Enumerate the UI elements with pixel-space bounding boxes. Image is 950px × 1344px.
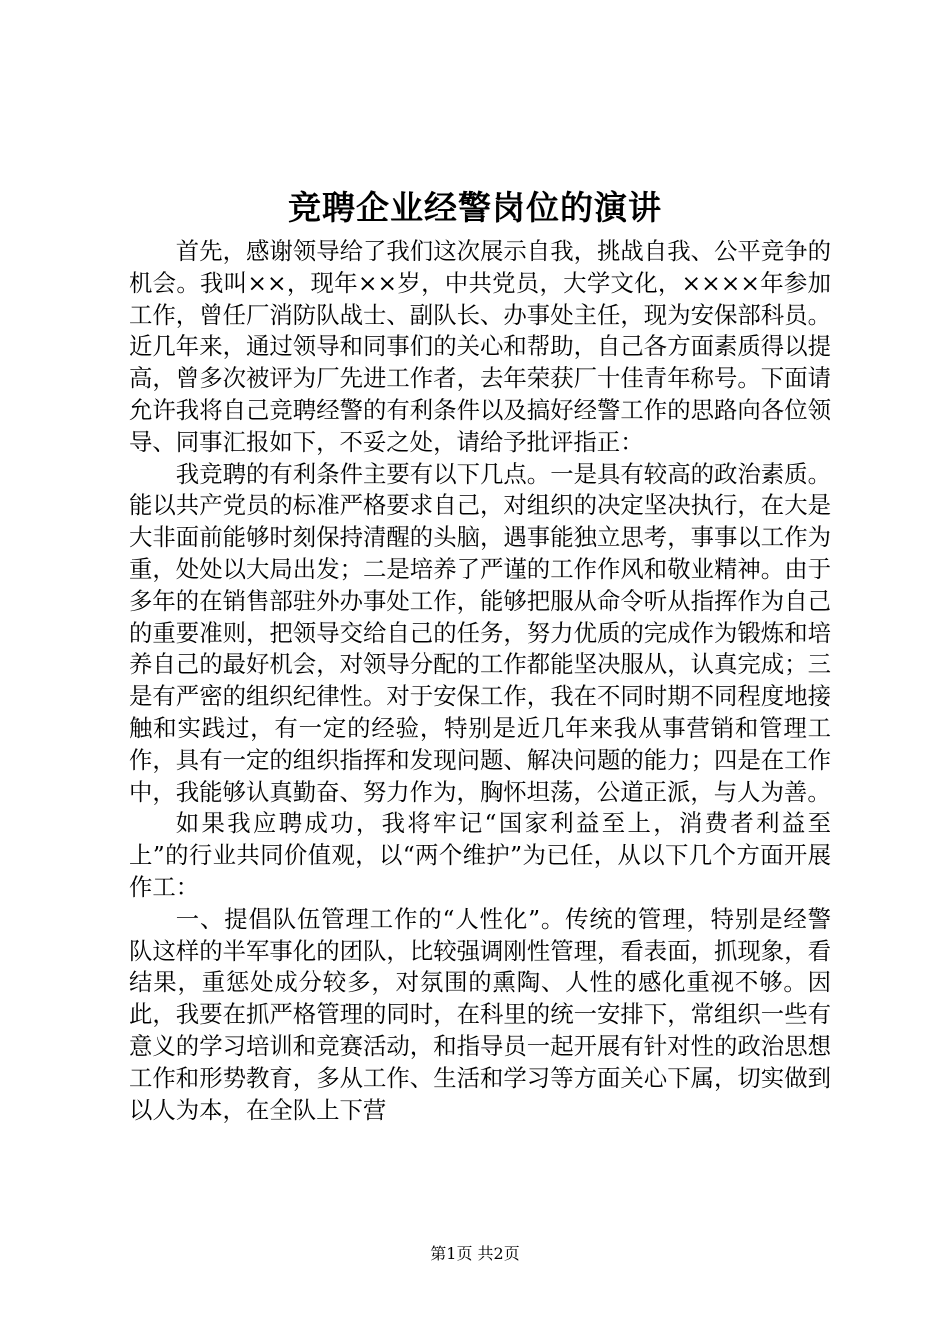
paragraph-3: 如果我应聘成功，我将牢记“国家利益至上，消费者利益至上”的行业共同价值观，以“两个维护”为已任，从以下几个方面开展作工： (129, 809, 831, 901)
paragraph-4: 一、提倡队伍管理工作的“人性化”。传统的管理，特别是经警队这样的半军事化的团队，比较强调刚性管理，看表面，抓现象，看结果，重惩处成分较多，对氛围的熏陶、人性的感化重视不够。因此，我要在抓严格管理的同时，在科里的统一安排下，常组织一些有意义的学习培训和竞赛活动，和指导员一起开展有针对性的政治思想工作和形势教育，多从工作、生活和学习等方面关心下属，切实做到以人为本，在全队上下营 (129, 904, 831, 1124)
paragraph-1: 首先，感谢领导给了我们这次展示自我，挑战自我、公平竞争的机会。我叫××，现年××岁，中共党员，大学文化，××××年参加工作，曾任厂消防队战士、副队长、办事处主任，现为安保部科员。近几年来，通过领导和同事们的关心和帮助，自己各方面素质得以提高，曾多次被评为厂先进工作者，去年荣获厂十佳青年称号。下面请允许我将自己竞聘经警的有利条件以及搞好经警工作的思路向各位领导、同事汇报如下，不妥之处，请给予批评指正： (129, 237, 831, 456)
page-number-footer: 第1页 共2页 (430, 1244, 520, 1263)
paragraph-2: 我竞聘的有利条件主要有以下几点。一是具有较高的政治素质。能以共产党员的标准严格要求自己，对组织的决定坚决执行，在大是大非面前能够时刻保持清醒的头脑，遇事能独立思考，事事以工作为重，处处以大局出发；二是培养了严谨的工作作风和敬业精神。由于多年的在销售部驻外办事处工作，能够把服从命令听从指挥作为自己的重要准则，把领导交给自己的任务，努力优质的完成作为锻炼和培养自己的最好机会，对领导分配的工作都能坚决服从，认真完成；三是有严密的组织纪律性。对于安保工作，我在不同时期不同程度地接触和实践过，有一定的经验，特别是近几年来我从事营销和管理工作，具有一定的组织指挥和发现问题、解决问题的能力；四是在工作中，我能够认真勤奋、努力作为，胸怀坦荡，公道正派，与人为善。 (129, 459, 831, 806)
document-title: 竞聘企业经警岗位的演讲 (288, 188, 662, 227)
document-body (129, 236, 831, 1126)
